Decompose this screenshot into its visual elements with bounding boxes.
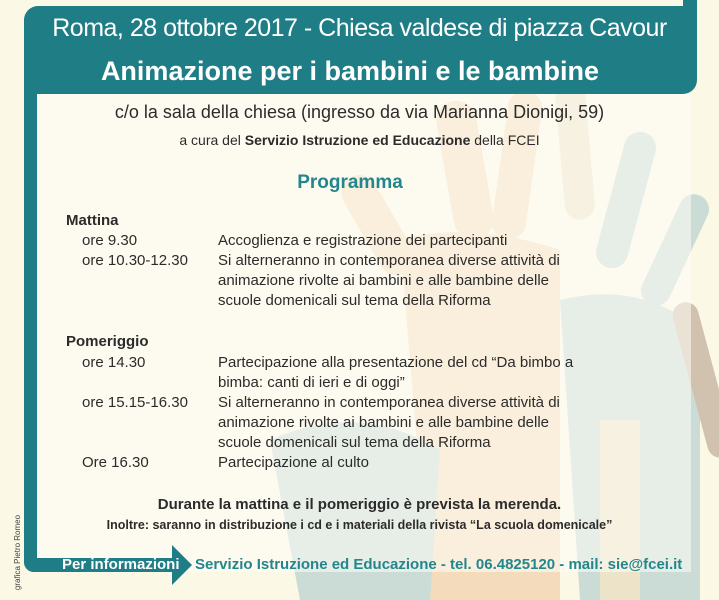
organizer-prefix: a cura del — [179, 132, 245, 148]
description: Partecipazione al culto — [218, 454, 369, 471]
description: Partecipazione alla presentazione del cd “Da bimbo a — [218, 354, 574, 371]
event-subtitle: Roma, 28 ottobre 2017 - Chiesa valdese di piazza Cavour — [52, 14, 667, 42]
description: Si alterneranno in contemporanea diverse attività di — [218, 252, 560, 269]
organizer-suffix: della FCEI — [470, 132, 540, 148]
graphic-credit: grafica Pietro Romeo — [13, 514, 23, 591]
section-mattina: Mattina — [66, 212, 119, 229]
note-distribuzione: Inoltre: saranno in distribuzione i cd e i materiali della rivista “La scuola domenicale” — [106, 518, 613, 532]
description: animazione rivolte ai bambini e alle bambine delle — [218, 414, 550, 431]
programma-heading: Programma — [297, 172, 403, 193]
description: scuole domenicali sul tema della Riforma — [218, 434, 491, 451]
organizer-name: Servizio Istruzione ed Educazione — [244, 132, 471, 148]
description: Si alterneranno in contemporanea diverse attività di — [218, 394, 560, 411]
time: Ore 16.30 — [82, 454, 149, 471]
time: ore 15.15-16.30 — [82, 394, 188, 411]
organizer — [0, 132, 719, 148]
time: ore 10.30-12.30 — [82, 252, 188, 269]
time: ore 9.30 — [82, 232, 138, 249]
description: scuole domenicali sul tema della Riforma — [218, 292, 491, 309]
footer-label: Per informazioni — [62, 556, 180, 573]
description: animazione rivolte ai bambini e alle bambine delle — [218, 272, 550, 289]
note-merenda: Durante la mattina e il pomeriggio è prevista la merenda. — [157, 496, 562, 513]
footer-contact: Servizio Istruzione ed Educazione - tel. 06.4825120 - mail: sie@fcei.it — [195, 556, 683, 573]
page-title: Animazione per i bambini e le bambine — [100, 56, 600, 86]
description: Accoglienza e registrazione dei partecipanti — [218, 232, 508, 249]
description: bimba: canti di ieri e di oggi” — [218, 374, 405, 391]
time: ore 14.30 — [82, 354, 146, 371]
venue: c/o la sala della chiesa (ingresso da via Marianna Dionigi, 59) — [114, 102, 605, 122]
section-pomeriggio: Pomeriggio — [66, 333, 149, 350]
